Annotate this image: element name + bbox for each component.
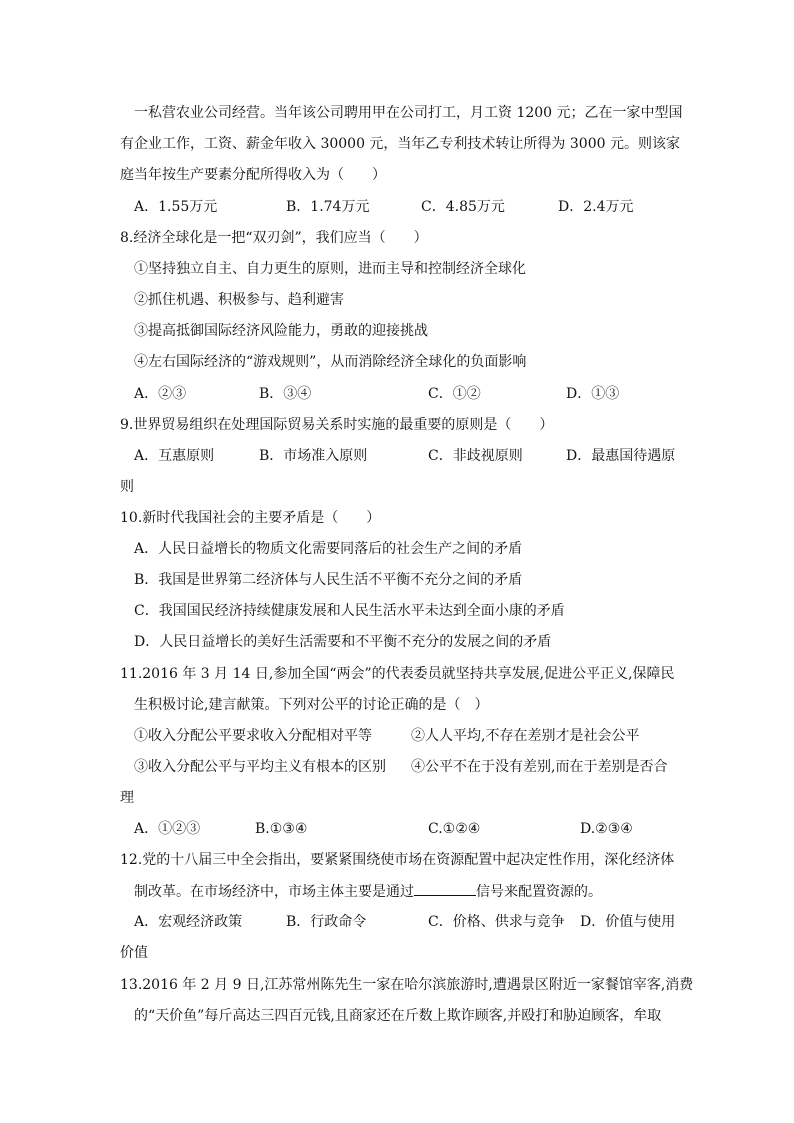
q10-option-c: C．我国国民经济持续健康发展和人民生活水平未达到全面小康的矛盾 <box>134 603 565 619</box>
q12-option-b: B．行政命令 <box>286 914 367 930</box>
q12-stem-line-2 <box>134 881 602 902</box>
q9-stem: 9.世界贸易组织在处理国际贸易关系时实施的最重要的原则是（ ） <box>120 417 554 433</box>
q12-option-a: A．宏观经济政策 <box>134 914 243 930</box>
q11-item-4: ④公平不在于没有差别,而在于差别是否合 <box>411 759 668 775</box>
q11-item-2: ②人人平均,不存在差别才是社会公平 <box>411 728 640 744</box>
q9-option-c: C．非歧视原则 <box>428 448 523 464</box>
q8-item-2: ②抓住机遇、积极参与、趋利避害 <box>134 292 344 308</box>
intro-option-c: C．4.85万元 <box>421 199 505 215</box>
q11-option-d: D.②③④ <box>580 821 633 837</box>
intro-option-d: D．2.4万元 <box>558 199 634 215</box>
intro-option-a: A．1.55万元 <box>134 199 218 215</box>
q8-option-c: C．①② <box>428 386 481 402</box>
q9-option-a: A．互惠原则 <box>134 448 215 464</box>
q9-option-d-wrap: 则 <box>120 479 134 495</box>
q11-option-b: B.①③④ <box>255 821 308 837</box>
answer-blank <box>414 881 476 896</box>
q10-option-b: B．我国是世界第二经济体与人民生活不平衡不充分之间的矛盾 <box>134 572 523 588</box>
q8-item-1: ①坚持独立自主、自力更生的原则，进而主导和控制经济全球化 <box>134 261 526 277</box>
q8-stem: 8.经济全球化是一把“双刃剑”，我们应当（ ） <box>120 230 428 246</box>
q12-option-d: D．价值与使用 <box>580 914 676 930</box>
intro-line-1: 一私营农业公司经营。当年该公司聘用甲在公司打工，月工资 1200 元；乙在一家中型国 <box>134 105 683 121</box>
intro-line-3: 庭当年按生产要素分配所得收入为（ ） <box>120 167 386 183</box>
q11-item-4-wrap: 理 <box>120 790 134 806</box>
q13-stem-line-2: 的“天价鱼”每斤高达三四百元钱,且商家还在斤数上欺诈顾客,并殴打和胁迫顾客，牟取 <box>134 1008 662 1024</box>
q12-option-c: C．价格、供求与竞争 <box>428 914 565 930</box>
q12-stem-before-blank: 制改革。在市场经济中，市场主体主要是通过 <box>134 884 414 900</box>
q11-option-c: C.①②④ <box>428 821 481 837</box>
q10-stem: 10.新时代我国社会的主要矛盾是（ ） <box>120 510 381 526</box>
q8-item-4: ④左右国际经济的“游戏规则”，从而消除经济全球化的负面影响 <box>134 354 527 370</box>
intro-option-b: B．1.74万元 <box>286 199 370 215</box>
q11-item-3: ③收入分配公平与平均主义有根本的区别 <box>134 759 386 775</box>
q11-stem-line-1: 11.2016 年 3 月 14 日,参加全国“两会”的代表委员就坚持共享发展,促进公平正义,保障民 <box>120 666 675 682</box>
q12-stem-line-1: 12.党的十八届三中全会指出，要紧紧围绕使市场在资源配置中起决定性作用，深化经济体 <box>120 852 675 868</box>
q9-option-d: D．最惠国待遇原 <box>566 448 676 464</box>
q13-stem-line-1: 13.2016 年 2 月 9 日,江苏常州陈先生一家在哈尔滨旅游时,遭遇景区附近一家餐馆宰客,消费 <box>120 977 694 993</box>
q10-option-d: D．人民日益增长的美好生活需要和不平衡不充分的发展之间的矛盾 <box>134 634 552 650</box>
q11-stem-line-2: 生积极讨论,建言献策。下列对公平的讨论正确的是（ ） <box>134 697 489 713</box>
q11-option-a: A．①②③ <box>134 821 201 837</box>
q10-option-a: A．人民日益增长的物质文化需要同落后的社会生产之间的矛盾 <box>134 541 523 557</box>
q8-option-b: B．③④ <box>259 386 312 402</box>
q12-option-d-wrap: 价值 <box>120 945 148 961</box>
intro-line-2: 有企业工作，工资、薪金年收入 30000 元，当年乙专利技术转让所得为 3000 元。则该家 <box>120 136 680 152</box>
q8-item-3: ③提高抵御国际经济风险能力，勇敢的迎接挑战 <box>134 323 428 339</box>
q8-option-a: A．②③ <box>134 386 187 402</box>
q8-option-d: D．①③ <box>566 386 620 402</box>
q12-stem-after-blank: 信号来配置资源的。 <box>476 884 602 900</box>
q9-option-b: B．市场准入原则 <box>259 448 368 464</box>
q11-item-1: ①收入分配公平要求收入分配相对平等 <box>134 728 372 744</box>
